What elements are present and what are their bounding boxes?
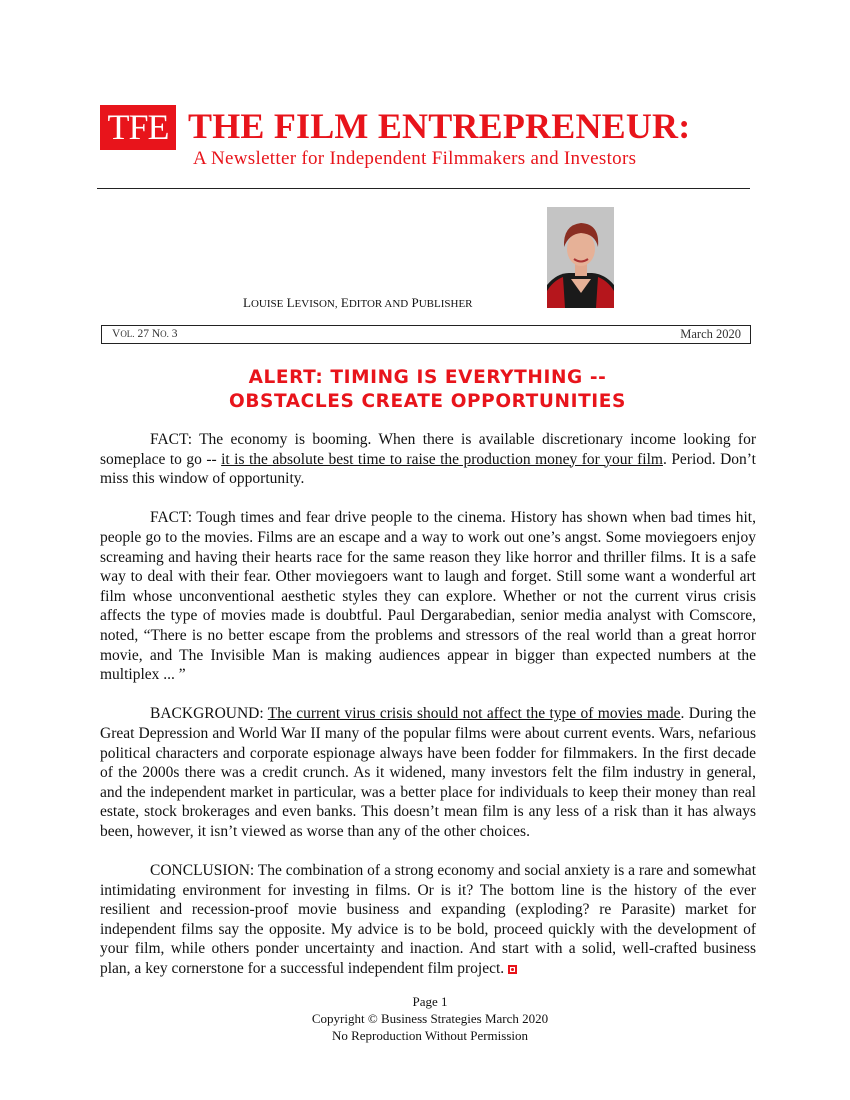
paragraph-fact-economy: [100, 430, 756, 489]
paragraph-text: FACT: The economy is booming. When there is available discretionary income looking for someplace to go --: [100, 431, 756, 468]
headline-line-2: OBSTACLES CREATE OPPORTUNITIES: [229, 391, 626, 412]
newsletter-subtitle: A Newsletter for Independent Filmmakers and Investors: [193, 148, 637, 169]
paragraph-text: . During the Great Depression and World War II many of the popular films were about current events. Wars, nefarious political characters and corporate espionage always have been fodder for filmmakers. In the first decade of the 2000s there was a credit crunch. As it widened, many investors felt the film industry in general, and the independent market in particular, was a better place for individuals to keep their money than real estate, stock brokerages and even banks. This doesn’t mean film is any less of a risk than it has always been, however, it isn’t viewed as worse than any of the other choices.: [100, 705, 756, 840]
byline-smallcaps: UBLISHER: [418, 298, 473, 310]
no-letter: N: [151, 328, 161, 340]
editor-photo: [547, 207, 614, 308]
vol-smallcaps: OL.: [120, 329, 135, 339]
masthead-divider: [97, 188, 750, 189]
headline-line-1: ALERT: TIMING IS EVERYTHING --: [248, 367, 607, 388]
underlined-text: The current virus crisis should not affect the type of movies made: [267, 705, 681, 723]
end-mark-icon: [508, 965, 517, 974]
underlined-text: it is the absolute best time to raise the production money for your film: [221, 450, 663, 468]
byline-letter: P: [408, 295, 419, 310]
copyright-line: Copyright © Business Strategies March 2020: [311, 1011, 549, 1026]
article-headline: [100, 366, 755, 414]
paragraph-fact-cinema: FACT: Tough times and fear drive people to the cinema. History has shown when bad times hit, people go to the movies. Films are an escape and a way to work out one’s angst. Some moviegoers enjoy screaming and having their hearts race for the same reason they like horror and thriller films. It is a safe way to deal with their fear. Other moviegoers want to laugh and forget. Still some want a wonderful art film whose unconventional aesthetic styles they can explore. Whether or not the current virus crisis affects the type of movies made is doubtful. Paul Dergarabedian, senior media analyst with Comscore, noted, “There is no better escape from the problems and stressors of the real world than a great horror movie, and The Invisible Man is making audiences appear in bigger than expected numbers at the multiplex ... ”: [100, 509, 756, 684]
paragraph-text: . Period. Don’t miss this window of opportunity.: [100, 450, 756, 488]
byline-letter: L: [243, 295, 251, 310]
newsletter-title: THE FILM ENTREPRENEUR:: [188, 106, 691, 146]
editor-byline: [243, 295, 473, 311]
page-footer: [0, 993, 850, 1044]
no-smallcaps: O.: [160, 329, 169, 339]
byline-smallcaps: DITOR AND: [348, 298, 409, 310]
article-body: [100, 430, 756, 998]
byline-letter: E: [337, 295, 349, 310]
paragraph-text: CONCLUSION: The combination of a strong economy and social anxiety is a rare and somewhat intimidating environment for investing in films. Or is it? The bottom line is the history of the ever resilient and recession-proof movie business and expanding (exploding? re Parasite) market for independent films say the opposite. My advice is to be bold, proceed quickly with the development of your film, while others ponder uncertainty and inaction. And start with a solid, well-crafted business plan, a key cornerstone for a successful independent film project.: [100, 862, 756, 978]
no-number: 3: [168, 328, 178, 340]
byline-smallcaps: OUISE: [250, 298, 284, 310]
masthead: [100, 103, 750, 149]
vol-number: 27: [134, 328, 152, 340]
issue-date: March 2020: [680, 327, 741, 341]
paragraph-background: [100, 704, 756, 841]
issue-bar: [101, 325, 751, 344]
editor-portrait-image: [547, 207, 614, 308]
byline-letter: L: [283, 295, 295, 310]
paragraph-text: BACKGROUND:: [150, 705, 268, 723]
tfe-logo: TFE: [100, 105, 176, 150]
paragraph-conclusion: [100, 861, 756, 979]
vol-letter: V: [112, 328, 121, 340]
reproduction-notice: No Reproduction Without Permission: [331, 1028, 529, 1043]
byline-smallcaps: EVISON,: [294, 298, 338, 310]
page-number: Page 1: [412, 994, 448, 1009]
volume-number: [112, 328, 178, 340]
